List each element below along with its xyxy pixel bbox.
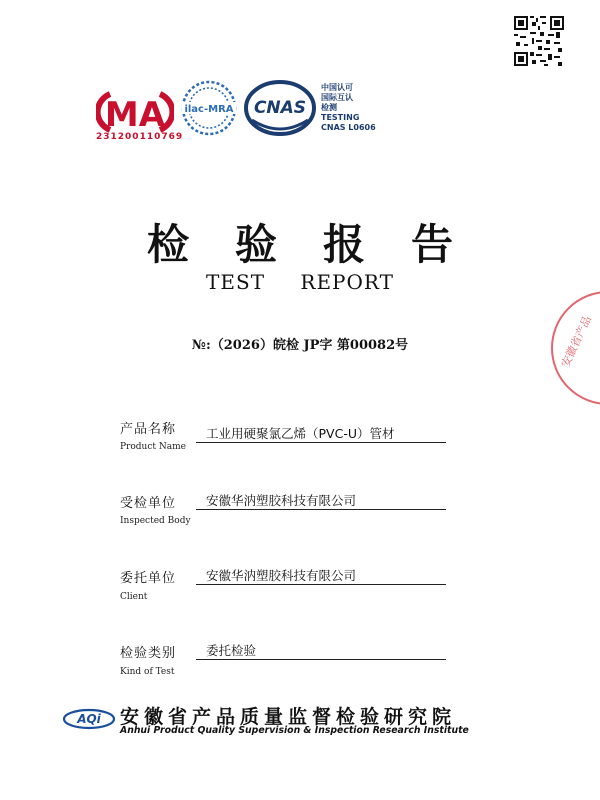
institute-name-zh: 安徽省产品质量监督检验研究院 — [120, 706, 457, 728]
ma-logo-text: MA — [104, 95, 166, 135]
kind-of-test-sublabel: Kind of Test — [120, 667, 175, 677]
seal-text: 安徽省产品 — [558, 313, 594, 370]
cnas-logo — [244, 80, 316, 136]
inspected-body-underline — [196, 509, 446, 510]
report-title-zh: 检验报告 — [146, 220, 499, 269]
aqi-logo — [62, 706, 116, 732]
cnas-caption-line: 国际互认 — [321, 93, 353, 102]
ma-number: 231200110769 — [96, 132, 184, 142]
ilac-mra-logo — [178, 78, 240, 138]
product-name-label: 产品名称 — [120, 422, 177, 437]
product-name-value: 工业用硬聚氯乙烯（PVC-U）管材 — [206, 426, 395, 441]
cnas-caption-line: CNAS L0606 — [321, 123, 376, 132]
client-sublabel: Client — [120, 592, 148, 602]
product-name-sublabel: Product Name — [120, 442, 186, 452]
cnas-caption-line: TESTING — [321, 113, 360, 122]
aqi-logo-text: AQi — [77, 712, 101, 726]
official-seal-stamp — [548, 288, 600, 408]
cnas-logo-text: CNAS — [253, 98, 307, 118]
kind-of-test-value: 委托检验 — [206, 643, 257, 658]
client-underline — [196, 584, 446, 585]
report-title-en: TEST REPORT — [206, 270, 394, 294]
inspected-body-label: 受检单位 — [120, 496, 177, 511]
cma-logo — [96, 86, 174, 136]
inspected-body-value: 安徽华汭塑胶科技有限公司 — [206, 493, 357, 508]
inspected-body-sublabel: Inspected Body — [120, 516, 191, 526]
institute-name-en: Anhui Product Quality Supervision & Inspection Research Institute — [120, 725, 469, 736]
ilac-logo-text: ilac-MRA — [184, 104, 234, 115]
product-name-underline — [196, 442, 446, 443]
kind-of-test-label: 检验类别 — [120, 646, 177, 661]
cnas-caption-line: 中国认可 — [321, 83, 353, 92]
report-number: №:（2026）皖检 JP字 第00082号 — [191, 338, 409, 353]
cnas-caption-line: 检测 — [321, 103, 337, 112]
client-value: 安徽华汭塑胶科技有限公司 — [206, 568, 357, 583]
qr-code — [514, 16, 564, 66]
cnas-caption — [321, 83, 391, 133]
client-label: 委托单位 — [120, 571, 177, 586]
kind-of-test-underline — [196, 659, 446, 660]
